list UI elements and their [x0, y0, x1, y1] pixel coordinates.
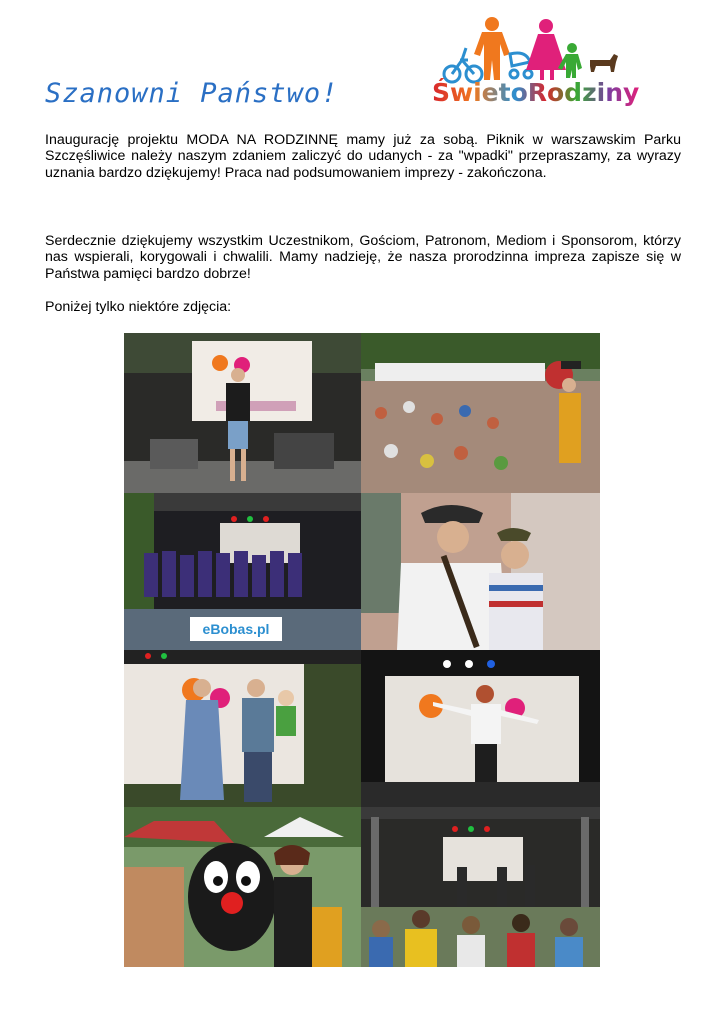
photo-female-singer [361, 650, 600, 807]
photo-mole-mascot [124, 807, 361, 967]
photos-caption: Poniżej tylko niektóre zdjęcia: [45, 299, 232, 315]
logo-wordmark [432, 78, 638, 107]
intro-paragraph: Inaugurację projektu MODA NA RODZINNĘ mamy już za sobą. Piknik w warszawskim Parku Szczęśliwice należy naszym zdaniem zaliczyć do udanych - za "wpadki" przepraszamy, za wyrazy uznania bardzo dziękujemy! Praca nad podsumowaniem imprezy - zakończona. [45, 132, 681, 181]
thanks-paragraph: Serdecznie dziękujemy wszystkim Uczestnikom, Gościom, Patronom, Mediom i Sponsorom, którzy nas wspierali, korygowali i chwalili. Mamy nadzieję, że nasza prorodzinna impreza zapisze się w Państwa pamięci bardzo dobrze! [45, 233, 681, 282]
photo-grid [124, 333, 600, 967]
photo-choir [124, 493, 361, 650]
page-title: Szanowni Państwo! [45, 78, 339, 109]
photo-pirate [361, 493, 600, 650]
sponsor-banner-text: eBobas.pl [202, 621, 270, 637]
photo-family-stage [124, 650, 361, 807]
photo-crowd-clown [361, 333, 600, 493]
swieto-rodziny-logo [430, 14, 640, 114]
logo-wordmark-text: ŚwietoRodziny [432, 78, 640, 107]
photo-stage-audience [361, 807, 600, 967]
photo-stage-singer [124, 333, 361, 493]
